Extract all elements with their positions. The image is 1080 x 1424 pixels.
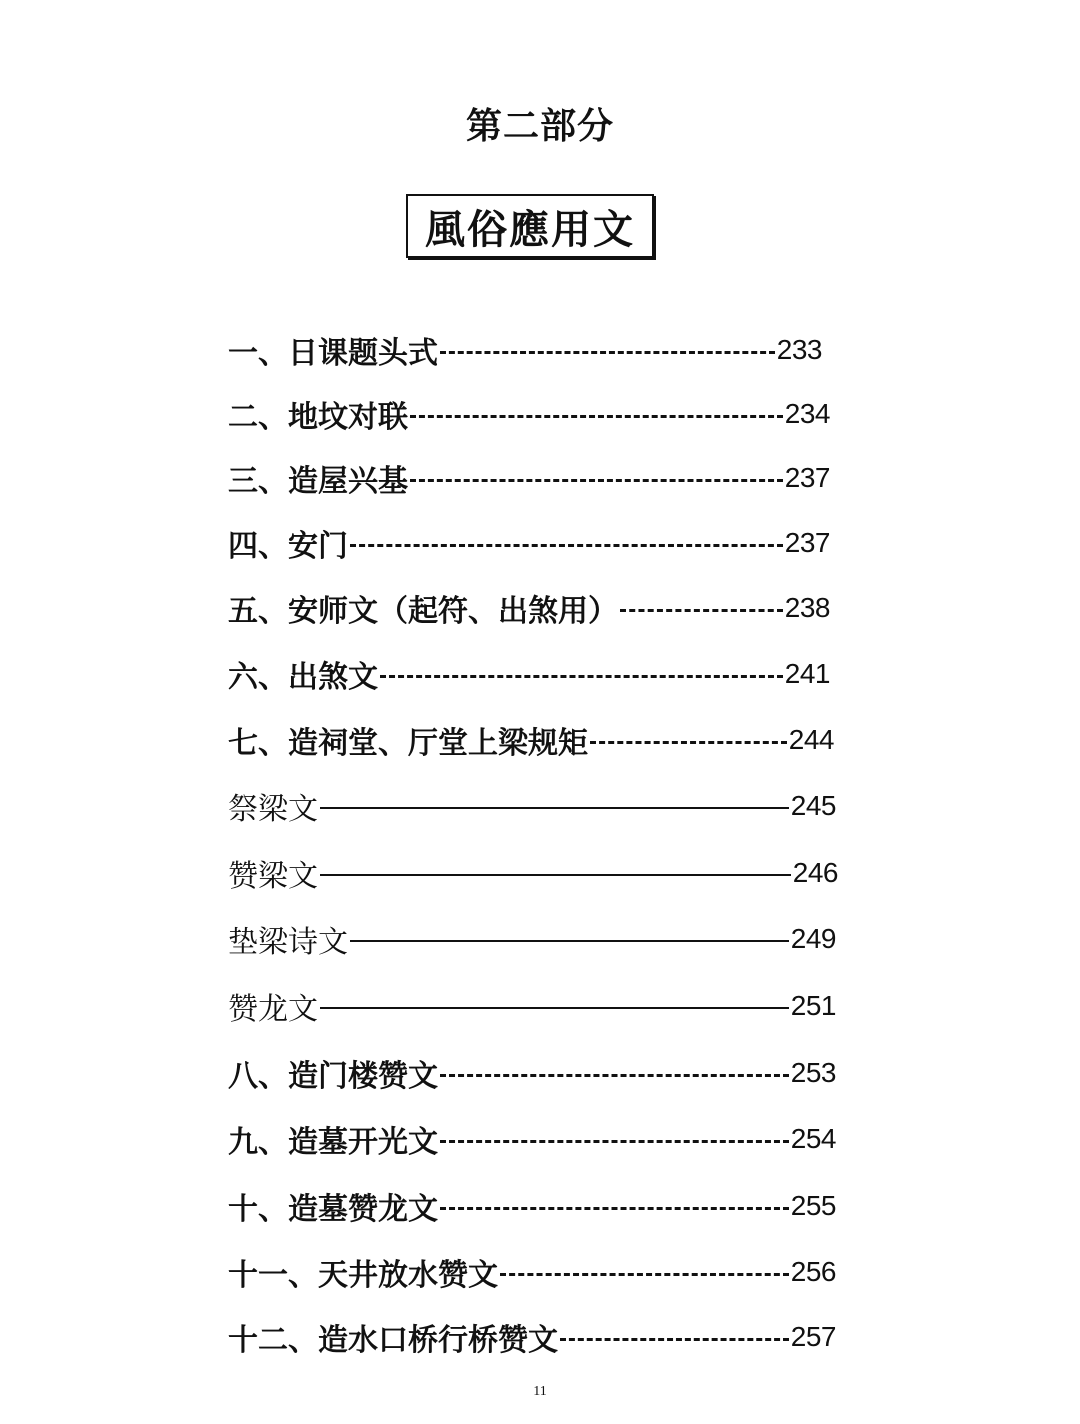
page-number: 11 <box>533 1384 547 1399</box>
toc-entry-page-number: 233 <box>776 334 822 365</box>
toc-entry-title: 九、造墓开光文 <box>228 1125 438 1160</box>
toc-entry-title: 垫梁诗文 <box>228 925 348 960</box>
toc-entry-title: 祭梁文 <box>228 792 318 827</box>
toc-entry-title: 十、造墓赞龙文 <box>228 1192 438 1227</box>
toc-entry <box>228 456 830 500</box>
toc-leader-line <box>440 1207 789 1210</box>
toc-entry-page-number: 256 <box>790 1256 836 1287</box>
toc-entry-page-number: 249 <box>790 923 836 954</box>
toc-entry-page-number: 254 <box>790 1123 836 1154</box>
toc-entry <box>228 851 838 895</box>
toc-leader-line <box>410 479 783 482</box>
toc-entry <box>228 1315 836 1359</box>
toc-entry <box>228 521 830 565</box>
toc-entry-page-number: 241 <box>784 658 830 689</box>
toc-entry <box>228 328 822 372</box>
toc-entry <box>228 1051 836 1095</box>
toc-entry-title: 二、地坟对联 <box>228 400 408 435</box>
toc-entry <box>228 652 830 696</box>
toc-entry-page-number: 253 <box>790 1057 836 1088</box>
toc-entry-page-number: 237 <box>784 462 830 493</box>
toc-leader-line <box>350 940 789 942</box>
toc-entry <box>228 718 834 762</box>
toc-leader-line <box>380 675 783 678</box>
toc-leader-line <box>560 1338 789 1341</box>
toc-entry-page-number: 234 <box>784 398 830 429</box>
toc-entry <box>228 586 830 630</box>
toc-entry-title: 一、日课题头式 <box>228 336 438 371</box>
toc-entry-title: 八、造门楼赞文 <box>228 1059 438 1094</box>
toc-leader-line <box>410 415 783 418</box>
toc-entry <box>228 1184 836 1228</box>
toc-entry-title: 十一、天井放水赞文 <box>228 1258 498 1293</box>
toc-entry <box>228 984 836 1028</box>
toc-leader-line <box>440 1140 789 1143</box>
toc-leader-line <box>590 741 787 744</box>
toc-entry-title: 四、安门 <box>228 529 348 564</box>
toc-entry-title: 五、安师文（起符、出煞用） <box>228 594 618 629</box>
toc-entry-page-number: 238 <box>784 592 830 623</box>
toc-entry-page-number: 244 <box>788 724 834 755</box>
toc-leader-line <box>440 351 775 354</box>
toc-entry <box>228 392 830 436</box>
toc-entry-page-number: 255 <box>790 1190 836 1221</box>
toc-leader-line <box>320 1007 789 1009</box>
toc-entry-title: 六、出煞文 <box>228 660 378 695</box>
toc-entry <box>228 917 836 961</box>
toc-entry-title: 三、造屋兴基 <box>228 464 408 499</box>
toc-entry-page-number: 257 <box>790 1321 836 1352</box>
toc-leader-line <box>320 807 789 809</box>
toc-entry <box>228 784 836 828</box>
toc-leader-line <box>320 874 791 876</box>
toc-entry-page-number: 237 <box>784 527 830 558</box>
toc-leader-line <box>350 544 783 547</box>
toc-entry-title: 七、造祠堂、厅堂上梁规矩 <box>228 726 588 761</box>
toc-entry-title: 十二、造水口桥行桥赞文 <box>228 1323 558 1358</box>
toc-entry-page-number: 246 <box>792 857 838 888</box>
toc-leader-line <box>500 1273 789 1276</box>
toc-entry <box>228 1250 836 1294</box>
section-title-box <box>406 194 654 258</box>
toc-entry-page-number: 251 <box>790 990 836 1021</box>
part-title: 第二部分 <box>465 106 614 147</box>
toc-entry-title: 赞龙文 <box>228 992 318 1027</box>
toc-entry <box>228 1117 836 1161</box>
toc-leader-line <box>440 1074 789 1077</box>
toc-leader-line <box>620 609 783 612</box>
section-title: 風俗應用文 <box>425 206 635 253</box>
toc-entry-title: 赞梁文 <box>228 859 318 894</box>
toc-entry-page-number: 245 <box>790 790 836 821</box>
